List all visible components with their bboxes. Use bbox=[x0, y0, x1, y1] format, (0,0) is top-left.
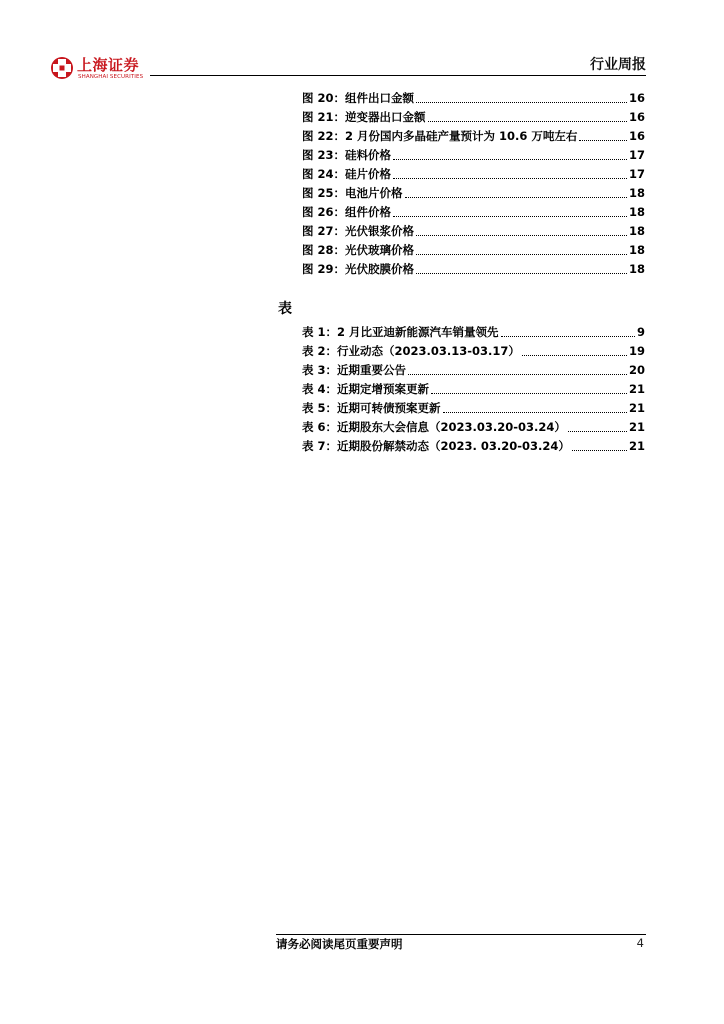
toc-entry-page: 21 bbox=[628, 401, 645, 415]
company-logo bbox=[50, 56, 150, 82]
report-type: 行业周报 bbox=[590, 57, 646, 73]
toc-entry-label: 图 24：硅片价格 bbox=[302, 167, 392, 181]
toc-entry-page: 16 bbox=[628, 91, 645, 105]
toc-entry-label: 图 26：组件价格 bbox=[302, 205, 392, 219]
toc-entry-label: 表 5：近期可转债预案更新 bbox=[302, 401, 441, 415]
toc-entry[interactable] bbox=[302, 359, 645, 378]
toc-leader-dots bbox=[579, 140, 627, 141]
toc-entry-label: 图 21：逆变器出口金额 bbox=[302, 110, 426, 124]
toc-leader-dots bbox=[416, 254, 627, 255]
toc-entry-page: 18 bbox=[628, 205, 645, 219]
toc-entry[interactable] bbox=[302, 340, 645, 359]
toc-leader-dots bbox=[443, 412, 627, 413]
toc-entry-page: 18 bbox=[628, 224, 645, 238]
toc-entry-page: 18 bbox=[628, 262, 645, 276]
toc-entry[interactable] bbox=[302, 378, 645, 397]
toc-entry-page: 16 bbox=[628, 129, 645, 143]
footer-disclaimer: 请务必阅读尾页重要声明 bbox=[276, 937, 403, 951]
toc-entry-label: 表 6：近期股东大会信息（2023.03.20-03.24） bbox=[302, 420, 566, 434]
toc-entry[interactable] bbox=[302, 87, 645, 106]
toc-entry[interactable] bbox=[302, 201, 645, 220]
toc-entry-page: 21 bbox=[628, 382, 645, 396]
toc-entry[interactable] bbox=[302, 416, 645, 435]
toc-entry-label: 图 22：2 月份国内多晶硅产量预计为 10.6 万吨左右 bbox=[302, 129, 578, 143]
toc-leader-dots bbox=[393, 178, 627, 179]
toc-entry[interactable] bbox=[302, 220, 645, 239]
toc-entry[interactable] bbox=[302, 144, 645, 163]
toc-entry-page: 19 bbox=[628, 344, 645, 358]
toc-leader-dots bbox=[568, 431, 627, 432]
toc-entry-label: 表 2：行业动态（2023.03.13-03.17） bbox=[302, 344, 520, 358]
toc-entry-label: 表 3：近期重要公告 bbox=[302, 363, 407, 377]
toc-leader-dots bbox=[522, 355, 627, 356]
toc-entry-page: 17 bbox=[628, 167, 645, 181]
toc-entry-page: 18 bbox=[628, 186, 645, 200]
toc-entry-label: 图 28：光伏玻璃价格 bbox=[302, 243, 415, 257]
toc-leader-dots bbox=[501, 336, 635, 337]
toc-entry-label: 表 4：近期定增预案更新 bbox=[302, 382, 430, 396]
page-number: 4 bbox=[636, 936, 644, 950]
toc-leader-dots bbox=[408, 374, 627, 375]
toc-leader-dots bbox=[416, 102, 627, 103]
toc-entry-page: 18 bbox=[628, 243, 645, 257]
toc-entry-label: 图 29：光伏胶膜价格 bbox=[302, 262, 415, 276]
toc-entry[interactable] bbox=[302, 125, 645, 144]
toc-entry-label: 图 25：电池片价格 bbox=[302, 186, 403, 200]
toc-entry[interactable] bbox=[302, 258, 645, 277]
brand-name-en: SHANGHAI SECURITIES bbox=[78, 74, 144, 80]
table-list bbox=[302, 321, 645, 454]
toc-leader-dots bbox=[431, 393, 627, 394]
toc-entry-page: 9 bbox=[636, 325, 645, 339]
toc-leader-dots bbox=[405, 197, 627, 198]
toc-leader-dots bbox=[416, 235, 627, 236]
toc-entry[interactable] bbox=[302, 163, 645, 182]
toc-entry[interactable] bbox=[302, 435, 645, 454]
toc-entry[interactable] bbox=[302, 239, 645, 258]
toc-entry[interactable] bbox=[302, 321, 645, 340]
toc-leader-dots bbox=[428, 121, 627, 122]
toc-entry-label: 图 20：组件出口金额 bbox=[302, 91, 415, 105]
toc-leader-dots bbox=[393, 216, 627, 217]
toc-leader-dots bbox=[416, 273, 627, 274]
logo-emblem-icon bbox=[50, 56, 74, 80]
toc-leader-dots bbox=[393, 159, 627, 160]
toc-entry[interactable] bbox=[302, 182, 645, 201]
toc-entry[interactable] bbox=[302, 397, 645, 416]
toc-entry-page: 16 bbox=[628, 110, 645, 124]
footer-divider bbox=[276, 934, 646, 935]
toc-entry[interactable] bbox=[302, 106, 645, 125]
toc-entry-page: 20 bbox=[628, 363, 645, 377]
brand-name-cn: 上海证券 bbox=[77, 56, 140, 74]
toc-entry-page: 21 bbox=[628, 439, 645, 453]
toc-entry-label: 图 27：光伏银浆价格 bbox=[302, 224, 415, 238]
toc-entry-page: 17 bbox=[628, 148, 645, 162]
toc-leader-dots bbox=[572, 450, 627, 451]
tables-section-heading: 表 bbox=[278, 301, 292, 317]
toc-entry-label: 表 1：2 月比亚迪新能源汽车销量领先 bbox=[302, 325, 499, 339]
figure-list bbox=[302, 87, 645, 277]
toc-entry-label: 图 23：硅料价格 bbox=[302, 148, 392, 162]
toc-entry-label: 表 7：近期股份解禁动态（2023. 03.20-03.24） bbox=[302, 439, 570, 453]
header-divider bbox=[150, 75, 646, 76]
toc-entry-page: 21 bbox=[628, 420, 645, 434]
